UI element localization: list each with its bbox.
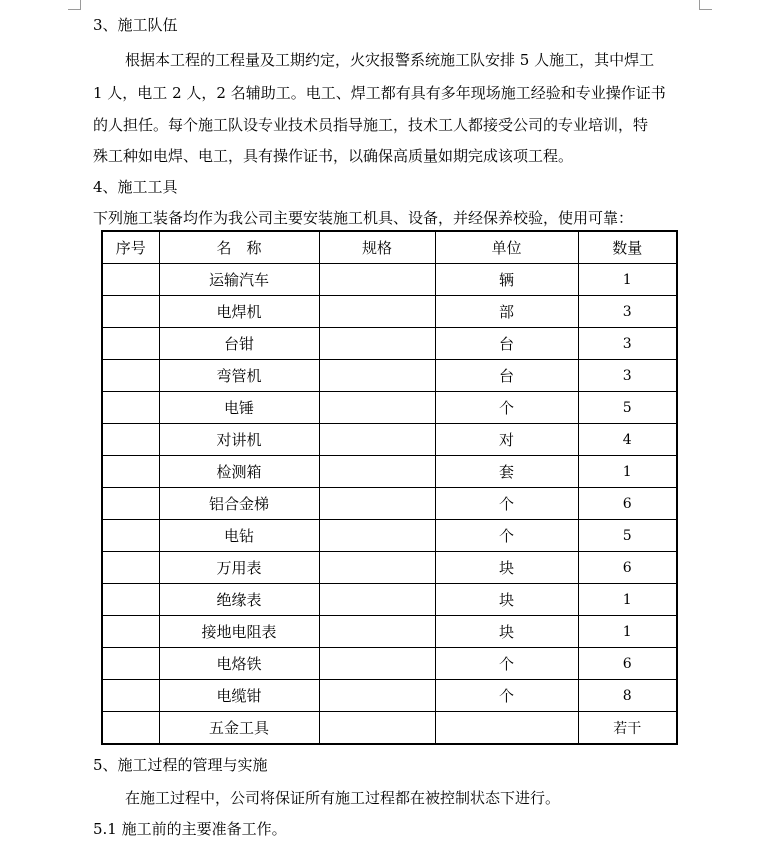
cell-unit: 块 (435, 552, 578, 584)
cell-name: 对讲机 (159, 424, 319, 456)
cell-unit: 个 (435, 392, 578, 424)
cell-seq (102, 296, 159, 328)
header-unit: 单位 (435, 231, 578, 264)
cell-name: 铝合金梯 (159, 488, 319, 520)
cell-seq (102, 680, 159, 712)
section-4-heading: 4、施工工具 (93, 178, 178, 196)
table-row (102, 616, 677, 648)
cell-spec (319, 296, 435, 328)
cell-seq (102, 648, 159, 680)
section-5-heading: 5、施工过程的管理与实施 (93, 756, 268, 774)
cell-seq (102, 360, 159, 392)
cell-name: 检测箱 (159, 456, 319, 488)
cell-seq (102, 552, 159, 584)
cell-name: 电缆钳 (159, 680, 319, 712)
cell-unit: 部 (435, 296, 578, 328)
section-5-paragraph: 在施工过程中，公司将保证所有施工过程都在被控制状态下进行。 (125, 789, 561, 807)
cell-name: 电烙铁 (159, 648, 319, 680)
cell-name: 绝缘表 (159, 584, 319, 616)
table-row (102, 424, 677, 456)
cell-seq (102, 712, 159, 745)
tools-table (101, 230, 678, 745)
section-3-heading: 3、施工队伍 (93, 16, 178, 34)
cell-name: 接地电阻表 (159, 616, 319, 648)
cell-qty: 4 (578, 424, 677, 456)
cell-spec (319, 552, 435, 584)
cell-name: 电锤 (159, 392, 319, 424)
cell-name: 弯管机 (159, 360, 319, 392)
table-row (102, 648, 677, 680)
cell-unit: 个 (435, 648, 578, 680)
cell-qty: 3 (578, 360, 677, 392)
cell-unit: 块 (435, 584, 578, 616)
cell-spec (319, 616, 435, 648)
cell-spec (319, 456, 435, 488)
header-name: 名 称 (159, 231, 319, 264)
table-row (102, 584, 677, 616)
cell-seq (102, 392, 159, 424)
cell-qty: 3 (578, 328, 677, 360)
header-qty: 数量 (578, 231, 677, 264)
cell-spec (319, 680, 435, 712)
cell-unit: 对 (435, 424, 578, 456)
cell-qty: 1 (578, 616, 677, 648)
page-corner-mark-left (68, 0, 81, 10)
cell-unit: 台 (435, 328, 578, 360)
cell-qty: 1 (578, 456, 677, 488)
table-row (102, 520, 677, 552)
page-corner-mark-right (699, 0, 712, 10)
cell-spec (319, 328, 435, 360)
section-4-intro: 下列施工装备均作为我公司主要安装施工机具、设备，并经保养校验，使用可靠： (93, 209, 634, 227)
cell-unit: 个 (435, 520, 578, 552)
cell-unit: 套 (435, 456, 578, 488)
cell-seq (102, 488, 159, 520)
cell-name: 电焊机 (159, 296, 319, 328)
section-5-1-heading: 5.1 施工前的主要准备工作。 (93, 820, 287, 838)
cell-qty: 8 (578, 680, 677, 712)
header-seq: 序号 (102, 231, 159, 264)
cell-qty: 1 (578, 264, 677, 296)
cell-name: 电钻 (159, 520, 319, 552)
cell-spec (319, 360, 435, 392)
cell-spec (319, 424, 435, 456)
table-row (102, 552, 677, 584)
cell-qty: 5 (578, 392, 677, 424)
cell-spec (319, 712, 435, 745)
cell-unit: 辆 (435, 264, 578, 296)
cell-seq (102, 616, 159, 648)
table-row (102, 328, 677, 360)
cell-unit: 个 (435, 680, 578, 712)
table-row (102, 296, 677, 328)
header-spec: 规格 (319, 231, 435, 264)
table-row (102, 360, 677, 392)
section-3-paragraph-line-3: 的人担任。每个施工队设专业技术员指导施工，技术工人都接受公司的专业培训，特 (93, 116, 649, 134)
cell-qty: 1 (578, 584, 677, 616)
cell-qty: 6 (578, 648, 677, 680)
cell-name: 万用表 (159, 552, 319, 584)
cell-spec (319, 488, 435, 520)
cell-spec (319, 648, 435, 680)
cell-seq (102, 584, 159, 616)
cell-seq (102, 328, 159, 360)
cell-spec (319, 264, 435, 296)
cell-unit: 台 (435, 360, 578, 392)
cell-qty: 6 (578, 488, 677, 520)
table-row (102, 712, 677, 745)
cell-name: 五金工具 (159, 712, 319, 745)
table-row (102, 392, 677, 424)
cell-seq (102, 456, 159, 488)
table-row (102, 456, 677, 488)
cell-name: 运输汽车 (159, 264, 319, 296)
cell-seq (102, 264, 159, 296)
cell-qty: 6 (578, 552, 677, 584)
section-3-paragraph-line-4: 殊工种如电焊、电工，具有操作证书，以确保高质量如期完成该项工程。 (93, 147, 574, 165)
section-3-paragraph-line-2: 1 人，电工 2 人，2 名辅助工。电工、焊工都有具有多年现场施工经验和专业操作证书 (93, 84, 666, 102)
table-row (102, 488, 677, 520)
cell-qty: 3 (578, 296, 677, 328)
cell-unit: 个 (435, 488, 578, 520)
table-header-row (102, 231, 677, 264)
cell-seq (102, 424, 159, 456)
cell-unit (435, 712, 578, 745)
cell-unit: 块 (435, 616, 578, 648)
cell-spec (319, 392, 435, 424)
cell-name: 台钳 (159, 328, 319, 360)
cell-spec (319, 584, 435, 616)
cell-spec (319, 520, 435, 552)
cell-seq (102, 520, 159, 552)
table-row (102, 680, 677, 712)
cell-qty: 若干 (578, 712, 677, 745)
section-3-paragraph-line-1: 根据本工程的工程量及工期约定，火灾报警系统施工队安排 5 人施工，其中焊工 (125, 51, 655, 69)
cell-qty: 5 (578, 520, 677, 552)
table-row (102, 264, 677, 296)
